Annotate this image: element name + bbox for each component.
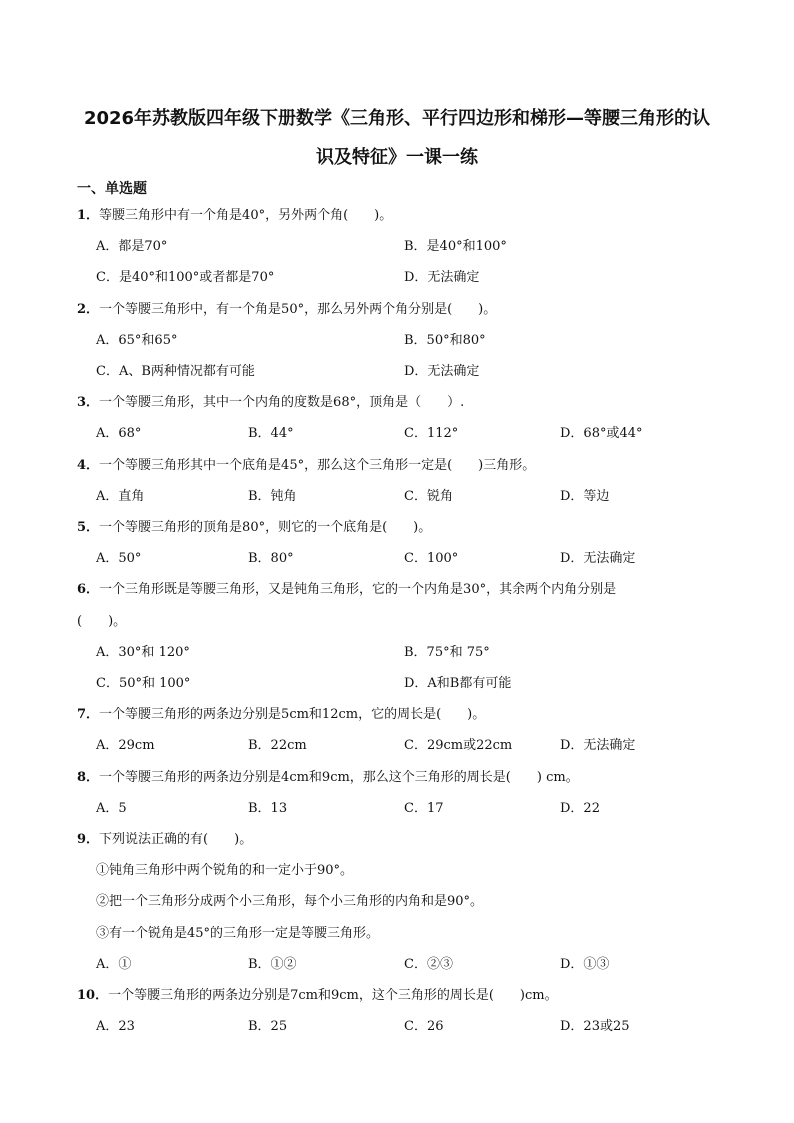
question-number: 3． xyxy=(77,395,100,410)
option-b[interactable]: B．50°和80° xyxy=(404,333,486,348)
option-a[interactable]: A．29cm xyxy=(96,738,155,753)
question-text: 一个等腰三角形的两条边分别是5cm和12cm，它的周长是( )。 xyxy=(99,707,486,722)
option-c[interactable]: C．50°和 100° xyxy=(96,676,191,691)
option-b[interactable]: B．22cm xyxy=(248,738,307,753)
question-number: 5． xyxy=(77,520,100,535)
option-a[interactable]: A．① xyxy=(96,957,132,972)
question-stem xyxy=(77,705,485,725)
option-d[interactable]: D．无法确定 xyxy=(404,270,480,285)
statement-text: ③有一个锐角是45°的三角形一定是等腰三角形。 xyxy=(96,926,380,941)
question-stem xyxy=(77,206,392,226)
option-b[interactable]: B．13 xyxy=(248,801,288,816)
option-a[interactable]: A．直角 xyxy=(96,489,145,504)
question-number: 9． xyxy=(77,832,100,847)
option-a[interactable]: A．50° xyxy=(96,551,142,566)
option-a[interactable]: A．23 xyxy=(96,1019,135,1034)
question-text: 一个等腰三角形中，有一个角是50°，那么另外两个角分别是( )。 xyxy=(99,302,497,317)
worksheet-title-line-1: 2026年苏教版四年级下册数学《三角形、平行四边形和梯形—等腰三角形的认 xyxy=(83,108,711,129)
statement-text: ②把一个三角形分成两个小三角形，每个小三角形的内角和是90°。 xyxy=(96,894,484,909)
question-number: 4． xyxy=(77,458,100,473)
option-b[interactable]: B．80° xyxy=(248,551,294,566)
question-stem xyxy=(77,580,616,600)
option-d[interactable]: D．无法确定 xyxy=(404,364,480,379)
question-stem xyxy=(77,986,558,1006)
option-c[interactable]: C．17 xyxy=(404,801,444,816)
option-b[interactable]: B．75°和 75° xyxy=(404,645,490,660)
option-d[interactable]: D．等边 xyxy=(560,489,610,504)
question-stem xyxy=(77,393,464,413)
question-text: 一个等腰三角形的两条边分别是7cm和9cm，这个三角形的周长是( )cm。 xyxy=(108,988,558,1003)
question-text: ( )。 xyxy=(77,614,127,629)
question-number: 6． xyxy=(77,582,100,597)
option-b[interactable]: B．44° xyxy=(248,426,294,441)
option-d[interactable]: D．68°或44° xyxy=(560,426,643,441)
option-c[interactable]: C．100° xyxy=(404,551,459,566)
option-c[interactable]: C．②③ xyxy=(404,957,453,972)
question-stem xyxy=(77,518,431,538)
option-c[interactable]: C．是40°和100°或者都是70° xyxy=(96,270,275,285)
option-b[interactable]: B．钝角 xyxy=(248,489,297,504)
worksheet-title-line-2: 识及特征》一课一练 xyxy=(316,147,478,168)
option-c[interactable]: C．26 xyxy=(404,1019,444,1034)
option-d[interactable]: D．①③ xyxy=(560,957,610,972)
option-d[interactable]: D．23或25 xyxy=(560,1019,630,1034)
question-stem xyxy=(77,612,126,632)
question-stem xyxy=(77,456,535,476)
option-d[interactable]: D．无法确定 xyxy=(560,551,636,566)
option-c[interactable]: C．29cm或22cm xyxy=(404,738,513,753)
question-stem xyxy=(77,830,252,850)
question-number: 10． xyxy=(77,988,109,1003)
statement-item xyxy=(96,924,379,944)
option-b[interactable]: B．是40°和100° xyxy=(404,239,507,254)
question-number: 8． xyxy=(77,770,100,785)
question-text: 一个等腰三角形其中一个底角是45°，那么这个三角形一定是( )三角形。 xyxy=(99,458,536,473)
option-c[interactable]: C．112° xyxy=(404,426,459,441)
statement-item xyxy=(96,892,483,912)
option-d[interactable]: D．无法确定 xyxy=(560,738,636,753)
option-d[interactable]: D．22 xyxy=(560,801,600,816)
option-b[interactable]: B．①② xyxy=(248,957,297,972)
question-number: 1． xyxy=(77,208,100,223)
question-text: 一个等腰三角形的顶角是80°，则它的一个底角是( )。 xyxy=(99,520,432,535)
question-text: 等腰三角形中有一个角是40°，另外两个角( )。 xyxy=(99,208,393,223)
option-d[interactable]: D．A和B都有可能 xyxy=(404,676,512,691)
question-number: 7． xyxy=(77,707,100,722)
option-c[interactable]: C．锐角 xyxy=(404,489,453,504)
question-text: 一个等腰三角形，其中一个内角的度数是68°，顶角是（ ）. xyxy=(99,395,465,410)
option-a[interactable]: A．65°和65° xyxy=(96,333,178,348)
option-a[interactable]: A．5 xyxy=(96,801,127,816)
question-number: 2． xyxy=(77,302,100,317)
question-text: 一个三角形既是等腰三角形，又是钝角三角形，它的一个内角是30°，其余两个内角分别是 xyxy=(99,582,617,597)
option-b[interactable]: B．25 xyxy=(248,1019,288,1034)
option-a[interactable]: A．都是70° xyxy=(96,239,168,254)
option-a[interactable]: A．68° xyxy=(96,426,142,441)
question-stem xyxy=(77,300,496,320)
question-text: 一个等腰三角形的两条边分别是4cm和9cm，那么这个三角形的周长是( ) cm。 xyxy=(99,770,579,785)
question-text: 下列说法正确的有( )。 xyxy=(99,832,253,847)
section-heading: 一、单选题 xyxy=(77,181,147,197)
statement-text: ①钝角三角形中两个锐角的和一定小于90°。 xyxy=(96,863,354,878)
question-stem xyxy=(77,768,579,788)
statement-item xyxy=(96,861,353,881)
option-c[interactable]: C．A、B两种情况都有可能 xyxy=(96,364,255,379)
option-a[interactable]: A．30°和 120° xyxy=(96,645,190,660)
